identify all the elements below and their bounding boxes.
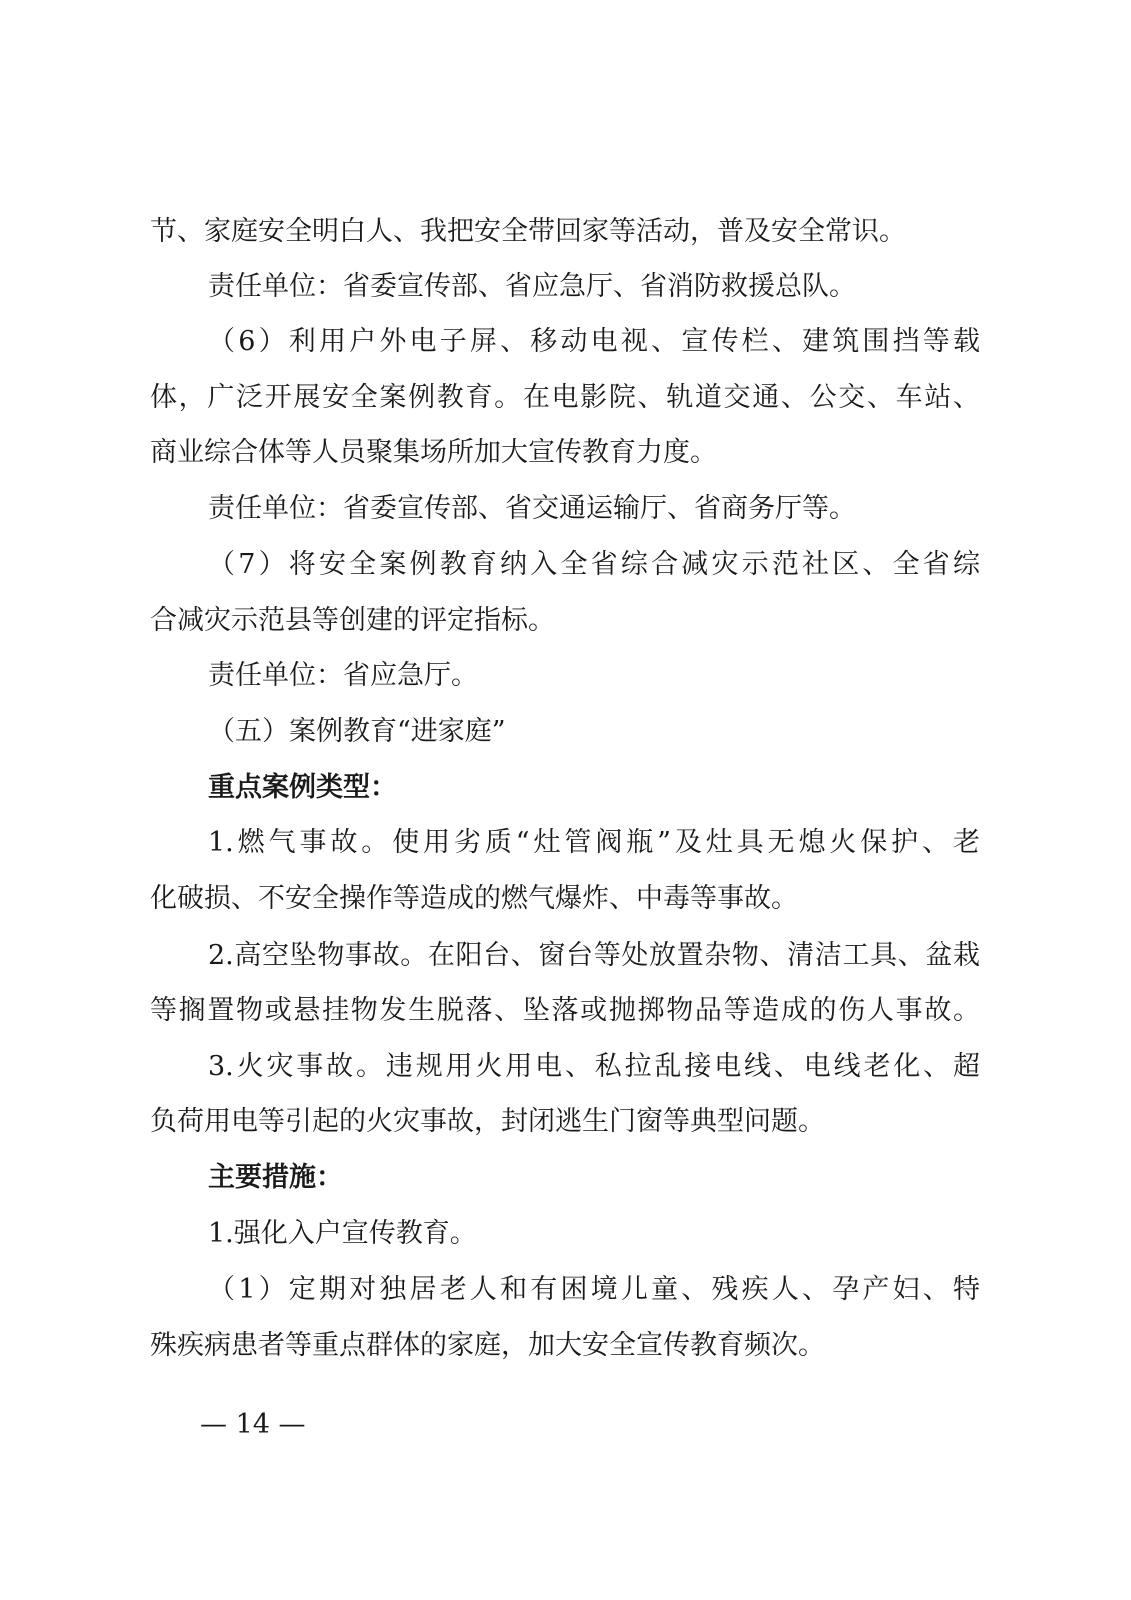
subheading-main-measures: 主要措施： [208, 1162, 343, 1193]
paragraph-line: 体，广泛开展安全案例教育。在电影院、轨道交通、公交、车站、 [150, 382, 980, 413]
paragraph-line: 节、家庭安全明白人、我把安全带回家等活动，普及安全常识。 [150, 216, 906, 247]
paragraph-line: （1）定期对独居老人和有困境儿童、残疾人、孕产妇、特 [208, 1274, 980, 1305]
paragraph-line: 1.强化入户宣传教育。 [208, 1218, 477, 1249]
responsible-unit-line: 责任单位：省委宣传部、省交通运输厅、省商务厅等。 [208, 493, 856, 524]
section-heading: （五）案例教育“进家庭” [208, 716, 506, 747]
paragraph-line: 负荷用电等引起的火灾事故，封闭逃生门窗等典型问题。 [150, 1106, 825, 1137]
responsible-unit-line: 责任单位：省委宣传部、省应急厅、省消防救援总队。 [208, 271, 856, 302]
subheading-case-types: 重点案例类型： [208, 772, 397, 803]
paragraph-line: 合减灾示范县等创建的评定指标。 [150, 605, 555, 636]
paragraph-line: 殊疾病患者等重点群体的家庭，加大安全宣传教育频次。 [150, 1330, 825, 1361]
responsible-unit-line: 责任单位：省应急厅。 [208, 660, 478, 691]
paragraph-line: （6）利用户外电子屏、移动电视、宣传栏、建筑围挡等载 [208, 326, 980, 357]
page-number: — 14 — [200, 1409, 306, 1440]
paragraph-line: （7）将安全案例教育纳入全省综合减灾示范社区、全省综 [208, 549, 980, 580]
paragraph-line: 等搁置物或悬挂物发生脱落、坠落或抛掷物品等造成的伤人事故。 [150, 995, 980, 1026]
paragraph-line: 2.高空坠物事故。在阳台、窗台等处放置杂物、清洁工具、盆栽 [208, 940, 980, 971]
paragraph-line: 化破损、不安全操作等造成的燃气爆炸、中毒等事故。 [150, 883, 798, 914]
paragraph-line: 商业综合体等人员聚集场所加大宣传教育力度。 [150, 437, 717, 468]
paragraph-line: 3.火灾事故。违规用火用电、私拉乱接电线、电线老化、超 [208, 1051, 980, 1082]
paragraph-line: 1.燃气事故。使用劣质“灶管阀瓶”及灶具无熄火保护、老 [208, 827, 980, 858]
